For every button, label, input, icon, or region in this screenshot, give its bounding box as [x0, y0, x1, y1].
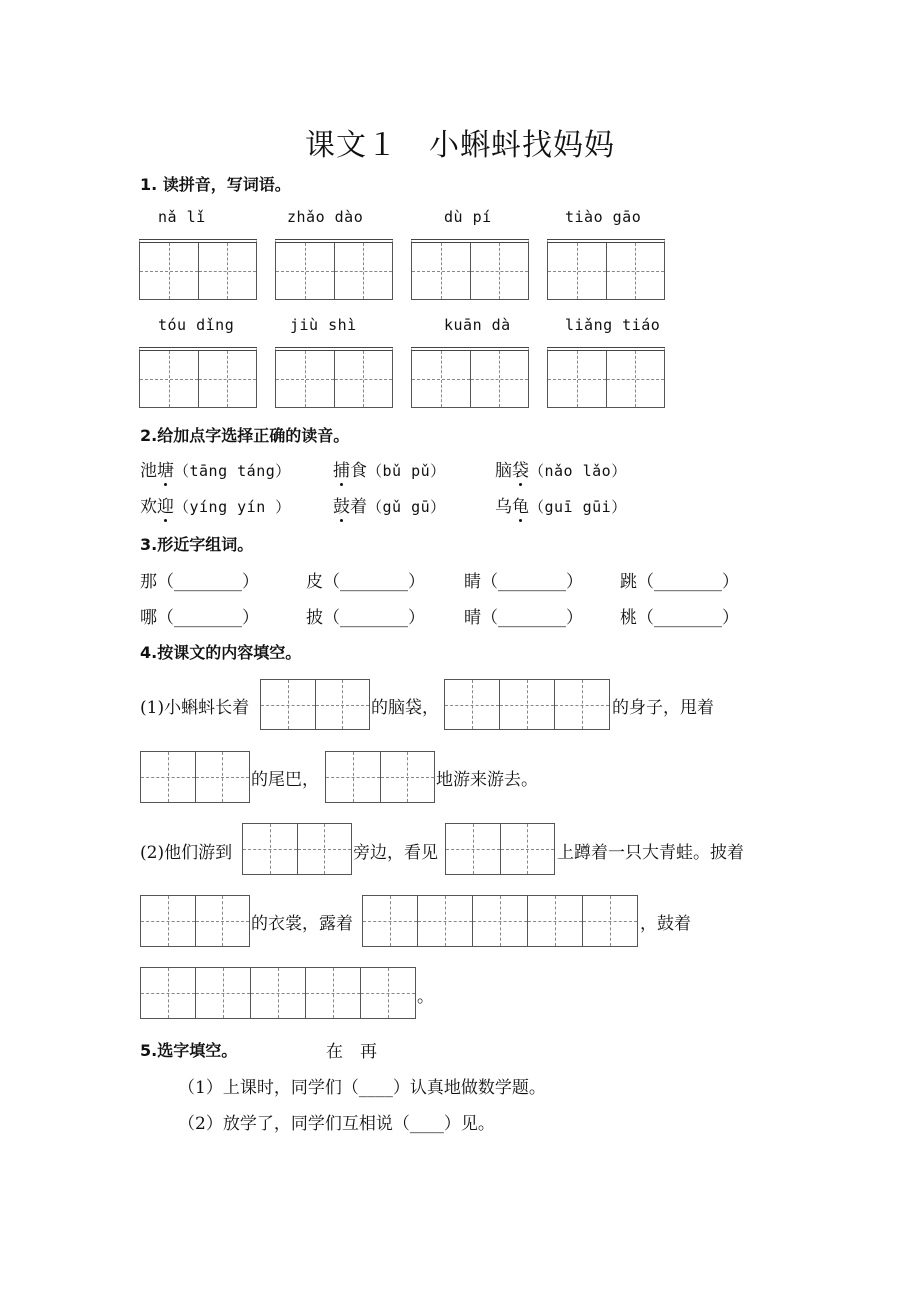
pinyin-label: jiù shì [290, 316, 357, 334]
fill-text: 。 [417, 987, 434, 1007]
reading-item: 乌龟（guī gūi） [495, 497, 627, 517]
fill-grid[interactable] [242, 823, 352, 875]
writing-grid[interactable] [547, 347, 665, 408]
pinyin-label: nǎ lǐ [158, 208, 206, 226]
section-3-heading: 3.形近字组词。 [140, 535, 254, 554]
fill-grid[interactable] [140, 895, 250, 947]
writing-grid[interactable] [547, 239, 665, 300]
word-blank[interactable]: 皮（________） [306, 572, 425, 592]
writing-grid[interactable] [139, 347, 257, 408]
page-title: 课文１ 小蝌蚪找妈妈 [305, 128, 615, 163]
fill-text: (1)小蝌蚪长着 [140, 698, 250, 718]
writing-grid[interactable] [275, 239, 393, 300]
word-blank[interactable]: 披（________） [306, 608, 425, 628]
pinyin-label: dù pí [444, 208, 492, 226]
reading-item: 捕食（bǔ pǔ） [333, 461, 446, 481]
section-2-heading: 2.给加点字选择正确的读音。 [140, 426, 350, 445]
fill-text: 的脑袋， [371, 698, 439, 718]
fill-text: (2)他们游到 [140, 843, 233, 863]
section-1-heading: 1. 读拼音，写词语。 [140, 175, 291, 194]
fill-text: 地游来游去。 [436, 770, 538, 790]
word-blank[interactable]: 睛（________） [464, 572, 583, 592]
writing-grid[interactable] [139, 239, 257, 300]
word-blank[interactable]: 桃（________） [620, 608, 739, 628]
pinyin-label: liǎng tiáo [565, 316, 661, 334]
reading-item: 欢迎（yíng yín ） [140, 497, 291, 517]
question-1[interactable]: （1）上课时，同学们（____）认真地做数学题。 [178, 1078, 546, 1098]
word-blank[interactable]: 跳（________） [620, 572, 739, 592]
fill-text: 的尾巴， [251, 770, 319, 790]
reading-item: 池塘（tāng táng） [140, 461, 291, 481]
fill-text: 的身子，甩着 [612, 698, 714, 718]
word-blank[interactable]: 哪（________） [140, 608, 259, 628]
fill-grid[interactable] [444, 679, 610, 730]
writing-grid[interactable] [275, 347, 393, 408]
fill-grid[interactable] [362, 895, 638, 947]
writing-grid[interactable] [411, 239, 529, 300]
pinyin-label: zhǎo dào [287, 208, 364, 226]
fill-text: 旁边，看见 [353, 843, 438, 863]
word-blank[interactable]: 晴（________） [464, 608, 583, 628]
fill-text: ，鼓着 [640, 914, 691, 934]
fill-grid[interactable] [325, 751, 435, 803]
reading-item: 脑袋（nǎo lǎo） [495, 461, 627, 481]
pinyin-label: tiào gāo [565, 208, 642, 226]
section-5-heading: 5.选字填空。 [140, 1041, 238, 1060]
word-blank[interactable]: 那（________） [140, 572, 259, 592]
word-choices: 在 再 [326, 1042, 377, 1062]
fill-grid[interactable] [140, 967, 416, 1019]
reading-item: 鼓着（gǔ gū） [333, 497, 446, 517]
question-2[interactable]: （2）放学了，同学们互相说（____）见。 [178, 1114, 495, 1134]
writing-grid[interactable] [411, 347, 529, 408]
pinyin-label: kuān dà [444, 316, 511, 334]
section-4-heading: 4.按课文的内容填空。 [140, 643, 302, 662]
fill-text: 上蹲着一只大青蛙。披着 [557, 843, 744, 863]
fill-grid[interactable] [140, 751, 250, 803]
pinyin-label: tóu dǐng [158, 316, 235, 334]
fill-grid[interactable] [260, 679, 370, 730]
fill-grid[interactable] [445, 823, 555, 875]
fill-text: 的衣裳，露着 [251, 914, 353, 934]
